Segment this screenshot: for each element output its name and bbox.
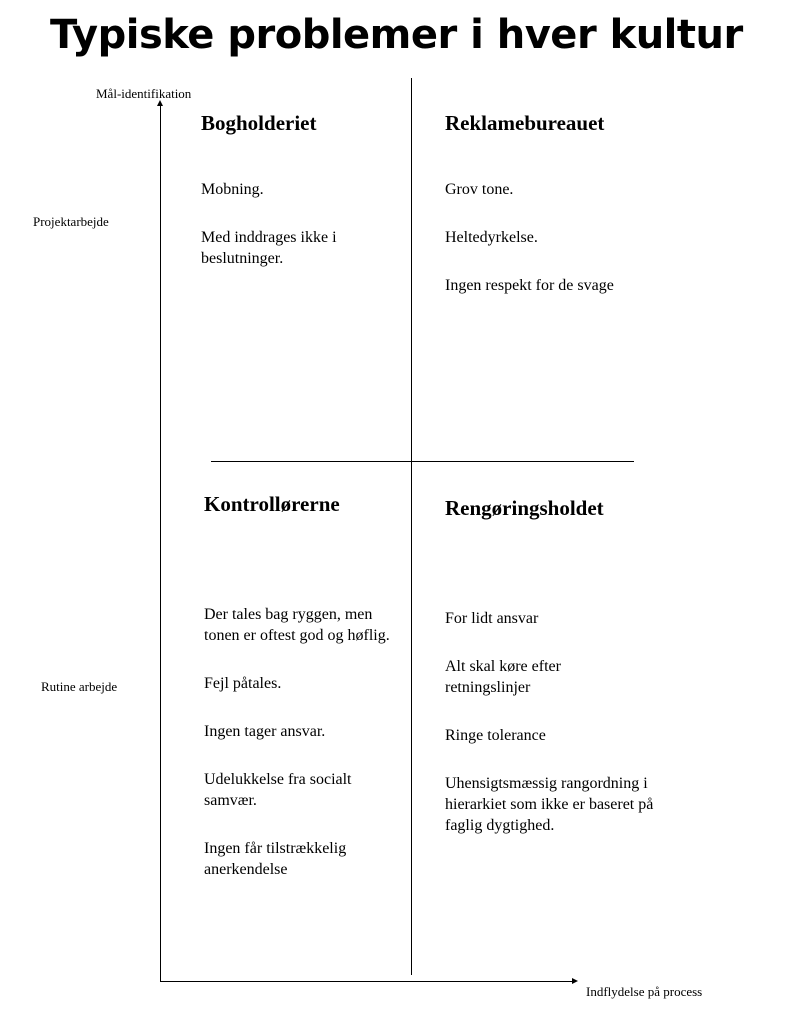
quadrant-item-list [204,604,402,907]
horizontal-divider [211,461,634,462]
quadrant-heading: Reklamebureauet [445,111,605,135]
list-item: Ingen tager ansvar. [204,723,326,740]
list-item: Med inddrages ikke i beslutninger. [201,229,337,267]
y-axis-line [160,103,161,982]
y-axis-label: Mål-identifikation [96,86,192,101]
y-axis-arrow-icon [157,100,163,106]
vertical-divider [411,78,412,975]
x-axis-label: Indflydelse på process [586,984,703,999]
quadrant-item-list [201,179,371,296]
quadrant-bottom-right [445,496,685,834]
list-item: Ingen respekt for de svage [445,277,614,294]
quadrant-item-list [445,608,660,863]
list-item: Alt skal køre efter retningslinjer [445,658,561,696]
list-item: Udelukkelse fra socialt samvær. [204,771,352,809]
quadrant-bottom-left [204,492,404,878]
quadrant-top-right [445,111,685,294]
side-label-bottom: Rutine arbejde [41,679,118,694]
quadrant-top-left [201,111,401,267]
list-item: Grov tone. [445,181,514,198]
list-item: For lidt ansvar [445,610,539,627]
quadrant-heading: Rengøringsholdet [445,496,604,520]
list-item: Uhensigtsmæssig rangordning i hierarkiet som ikke er baseret på faglig dygtighed. [445,775,654,834]
quadrant-heading: Bogholderiet [201,111,317,135]
quadrant-heading: Kontrollørerne [204,492,340,516]
list-item: Der tales bag ryggen, men tonen er oftest god og høflig. [204,606,390,644]
list-item: Mobning. [201,181,264,198]
list-item: Heltedyrkelse. [445,229,538,246]
x-axis-line [160,981,573,982]
x-axis-arrow-icon [572,978,578,984]
quadrant-item-list [445,179,685,323]
page-title: Typiske problemer i hver kultur [50,12,743,58]
side-label-top: Projektarbejde [33,214,109,229]
list-item: Ringe tolerance [445,727,546,744]
list-item: Fejl påtales. [204,675,282,692]
list-item: Ingen får tilstrækkelig anerkendelse [204,840,347,878]
